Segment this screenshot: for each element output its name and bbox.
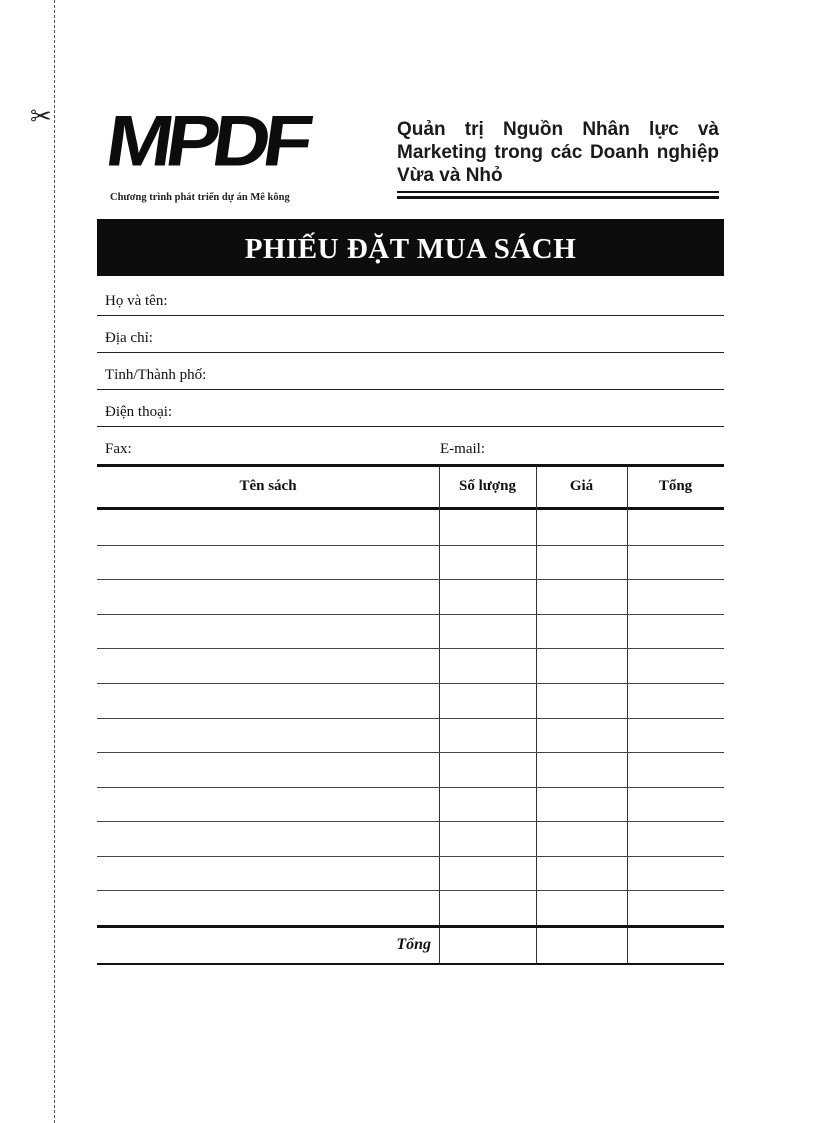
form-title-banner: PHIẾU ĐẶT MUA SÁCH	[97, 219, 724, 276]
table-row-line	[97, 718, 724, 719]
column-header-total: Tổng	[658, 478, 693, 494]
table-row-line	[97, 856, 724, 857]
table-row-line	[97, 787, 724, 788]
column-header-price: Giá	[569, 478, 594, 494]
table-row-line	[97, 683, 724, 684]
table-header-rule	[97, 507, 724, 510]
logo	[101, 100, 370, 205]
logo-mark: MPDF	[101, 100, 312, 181]
city-label: Tỉnh/Thành phố:	[105, 367, 207, 383]
table-bottom-rule	[97, 963, 724, 965]
column-divider	[439, 467, 440, 963]
column-divider	[627, 467, 628, 963]
email-label: E-mail:	[440, 441, 485, 457]
phone-label: Điện thoại:	[105, 404, 173, 420]
table-row-line	[97, 614, 724, 615]
table-row-line	[97, 890, 724, 891]
cut-line	[54, 0, 55, 1123]
column-divider	[536, 467, 537, 963]
scissors-icon: ✂	[30, 102, 52, 132]
logo-caption: Chương trình phát triển dự án Mê kông	[110, 192, 290, 203]
table-total-rule	[97, 925, 724, 928]
table-row-line	[97, 752, 724, 753]
column-header-book-title: Tên sách	[239, 478, 297, 494]
phone-field[interactable]	[97, 389, 724, 427]
fax-label: Fax:	[105, 441, 132, 457]
total-label: Tổng	[396, 936, 431, 953]
name-label: Họ và tên:	[105, 293, 168, 309]
table-row-line	[97, 545, 724, 546]
address-field[interactable]	[97, 315, 724, 353]
table-row-line	[97, 579, 724, 580]
fax-email-field[interactable]	[97, 426, 724, 463]
table-top-rule	[97, 464, 724, 467]
table-row-line	[97, 648, 724, 649]
header-rule	[397, 196, 719, 199]
city-field[interactable]	[97, 352, 724, 390]
header-rule	[397, 191, 719, 193]
column-header-quantity: Số lượng	[459, 478, 516, 494]
document-title: Quản trị Nguồn Nhân lực và Marketing trong các Doanh nghiệp Vừa và Nhỏ	[397, 119, 719, 186]
table-row-line	[97, 821, 724, 822]
order-table	[97, 464, 724, 965]
address-label: Địa chỉ:	[105, 330, 153, 346]
name-field[interactable]	[97, 278, 724, 316]
